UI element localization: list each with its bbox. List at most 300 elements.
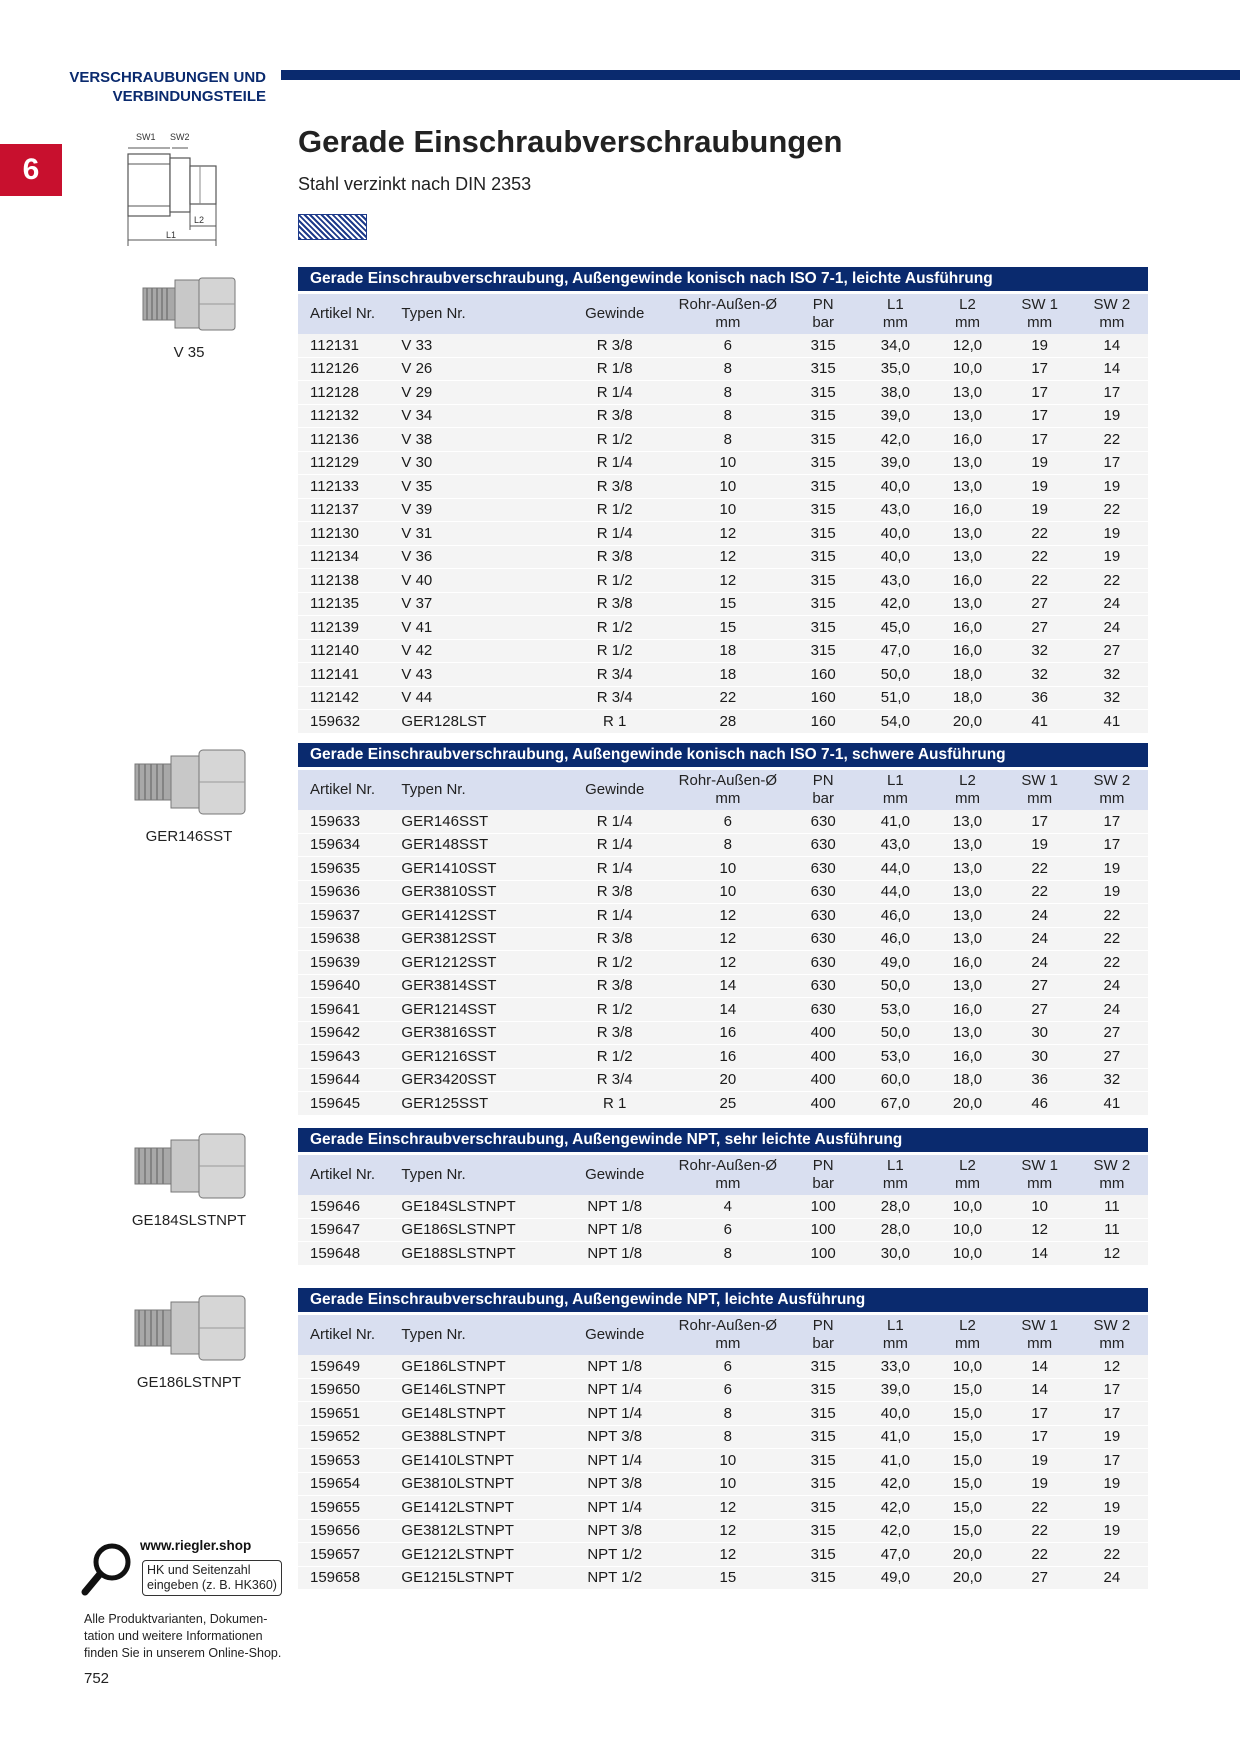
cell-l2: 13,0: [931, 833, 1003, 857]
cell-typen-nr: V 33: [401, 334, 560, 357]
cell-typen-nr: GE148LSTNPT: [401, 1402, 560, 1426]
product-caption: V 35: [173, 344, 205, 361]
cell-l1: 28,0: [859, 1218, 931, 1242]
cell-gewinde: NPT 1/8: [561, 1195, 669, 1218]
cell-sw1: 46: [1004, 1092, 1076, 1116]
cell-gewinde: R 3/8: [561, 880, 669, 904]
cell-sw2: 19: [1076, 404, 1148, 428]
cell-pn: 160: [787, 710, 859, 734]
cell-sw1: 22: [1004, 1519, 1076, 1543]
col-unit: mm: [882, 790, 908, 807]
cell-l1: 43,0: [859, 569, 931, 593]
cell-sw1: 19: [1004, 475, 1076, 499]
col-label: Artikel Nr.: [310, 1166, 376, 1183]
cell-l1: 41,0: [859, 810, 931, 833]
shop-note-line-2: tation und weitere Informationen: [84, 1629, 263, 1643]
cell-typen-nr: V 36: [401, 545, 560, 569]
cell-artikel-nr: 112132: [298, 404, 401, 428]
cell-gewinde: R 1: [561, 710, 669, 734]
cell-typen-nr: GE188SLSTNPT: [401, 1242, 560, 1266]
cell-l2: 16,0: [931, 498, 1003, 522]
cell-sw1: 17: [1004, 381, 1076, 405]
cell-l1: 39,0: [859, 451, 931, 475]
zinc-coating-symbol: [298, 214, 367, 240]
cell-l1: 43,0: [859, 833, 931, 857]
col-header-pn: [787, 294, 859, 334]
cell-l2: 20,0: [931, 1543, 1003, 1567]
fitting-image: [129, 1290, 249, 1366]
table-row: [298, 974, 1148, 998]
cell-gewinde: NPT 1/4: [561, 1449, 669, 1473]
cell-gewinde: R 3/8: [561, 974, 669, 998]
cell-pn: 315: [787, 1472, 859, 1496]
cell-sw2: 19: [1076, 522, 1148, 546]
col-unit: mm: [715, 1335, 741, 1352]
cell-sw1: 27: [1004, 1566, 1076, 1590]
cell-l2: 15,0: [931, 1496, 1003, 1520]
table-row: [298, 998, 1148, 1022]
cell-l1: 54,0: [859, 710, 931, 734]
col-unit: mm: [955, 314, 980, 331]
cell-sw1: 32: [1004, 639, 1076, 663]
category-line-1: VERSCHRAUBUNGEN UND: [69, 69, 266, 86]
col-header-typen-nr: [401, 1315, 560, 1355]
col-header-sw1: [1004, 1315, 1076, 1355]
cell-sw1: 19: [1004, 833, 1076, 857]
cell-sw1: 19: [1004, 451, 1076, 475]
section-title: Gerade Einschraubverschraubung, Außengewinde konisch nach ISO 7-1, schwere Ausführung: [298, 743, 1148, 767]
col-unit: mm: [1099, 314, 1125, 331]
cell-rohr-aussen-d: 6: [669, 1218, 788, 1242]
cell-sw2: 22: [1076, 1543, 1148, 1567]
cell-pn: 315: [787, 1449, 859, 1473]
col-header-rohr-aussen-d: [669, 770, 788, 810]
col-header-sw1: [1004, 770, 1076, 810]
cell-gewinde: R 3/8: [561, 545, 669, 569]
col-unit: mm: [882, 1335, 908, 1352]
col-label: SW 2: [1093, 296, 1131, 313]
cell-rohr-aussen-d: 8: [669, 1402, 788, 1426]
cell-pn: 315: [787, 1543, 859, 1567]
shop-hint-line-1: HK und Seitenzahl: [147, 1563, 251, 1577]
cell-sw1: 24: [1004, 904, 1076, 928]
cell-rohr-aussen-d: 18: [669, 663, 788, 687]
col-unit: mm: [715, 790, 741, 807]
cell-gewinde: R 1/4: [561, 810, 669, 833]
cell-artikel-nr: 159641: [298, 998, 401, 1022]
cell-artikel-nr: 159633: [298, 810, 401, 833]
cell-sw1: 14: [1004, 1378, 1076, 1402]
cell-typen-nr: V 44: [401, 686, 560, 710]
cell-gewinde: R 1/2: [561, 428, 669, 452]
cell-pn: 315: [787, 569, 859, 593]
cell-typen-nr: GER148SST: [401, 833, 560, 857]
cell-rohr-aussen-d: 15: [669, 592, 788, 616]
table-row: [298, 1519, 1148, 1543]
category-heading: [60, 68, 266, 106]
cell-artikel-nr: 159653: [298, 1449, 401, 1473]
cell-gewinde: R 1/8: [561, 357, 669, 381]
col-header-sw2: [1076, 294, 1148, 334]
cell-gewinde: NPT 1/8: [561, 1242, 669, 1266]
cell-rohr-aussen-d: 14: [669, 974, 788, 998]
cell-sw1: 17: [1004, 428, 1076, 452]
cell-l2: 13,0: [931, 545, 1003, 569]
col-label: Typen Nr.: [401, 1166, 466, 1183]
cell-pn: 315: [787, 639, 859, 663]
col-header-artikel-nr: [298, 1155, 401, 1195]
col-header-rohr-aussen-d: [669, 294, 788, 334]
product-ge186lstnpt: [84, 1290, 294, 1391]
cell-gewinde: R 3/8: [561, 475, 669, 499]
cell-l2: 13,0: [931, 404, 1003, 428]
cell-artikel-nr: 112142: [298, 686, 401, 710]
col-header-typen-nr: [401, 1155, 560, 1195]
cell-artikel-nr: 159652: [298, 1425, 401, 1449]
cell-pn: 630: [787, 857, 859, 881]
cell-rohr-aussen-d: 10: [669, 857, 788, 881]
cell-typen-nr: GER128LST: [401, 710, 560, 734]
cell-l2: 13,0: [931, 522, 1003, 546]
table-row: [298, 1425, 1148, 1449]
shop-url[interactable]: www.riegler.shop: [140, 1538, 252, 1553]
cell-sw1: 22: [1004, 857, 1076, 881]
cell-sw1: 17: [1004, 357, 1076, 381]
cell-gewinde: R 3/8: [561, 404, 669, 428]
col-unit: mm: [1099, 790, 1125, 807]
cell-gewinde: NPT 1/8: [561, 1218, 669, 1242]
table-row: [298, 404, 1148, 428]
cell-l2: 16,0: [931, 998, 1003, 1022]
cell-artikel-nr: 159643: [298, 1045, 401, 1069]
col-label: Gewinde: [585, 1326, 645, 1343]
cell-pn: 630: [787, 951, 859, 975]
fitting-image: [139, 272, 239, 336]
col-unit: mm: [1027, 314, 1053, 331]
cell-rohr-aussen-d: 28: [669, 710, 788, 734]
cell-l2: 13,0: [931, 451, 1003, 475]
cell-artikel-nr: 112126: [298, 357, 401, 381]
cell-typen-nr: GER3816SST: [401, 1021, 560, 1045]
section-title: Gerade Einschraubverschraubung, Außengewinde NPT, sehr leichte Ausführung: [298, 1128, 1148, 1152]
cell-typen-nr: GER1412SST: [401, 904, 560, 928]
cell-pn: 160: [787, 686, 859, 710]
cell-sw2: 17: [1076, 1449, 1148, 1473]
cell-pn: 315: [787, 1566, 859, 1590]
col-label: SW 2: [1093, 1157, 1131, 1174]
product-ge184slstnpt: [84, 1128, 294, 1229]
cell-rohr-aussen-d: 12: [669, 522, 788, 546]
cell-gewinde: NPT 1/4: [561, 1378, 669, 1402]
col-header-gewinde: [561, 294, 669, 334]
cell-gewinde: R 1/4: [561, 833, 669, 857]
cell-l2: 13,0: [931, 592, 1003, 616]
cell-gewinde: R 1/2: [561, 1045, 669, 1069]
col-label: L2: [959, 772, 976, 789]
cell-sw1: 27: [1004, 616, 1076, 640]
col-header-pn: [787, 770, 859, 810]
product-caption: GE184SLSTNPT: [131, 1212, 247, 1229]
cell-sw2: 17: [1076, 833, 1148, 857]
cell-pn: 315: [787, 1402, 859, 1426]
cell-sw1: 19: [1004, 1449, 1076, 1473]
cell-l1: 41,0: [859, 1425, 931, 1449]
cell-typen-nr: V 38: [401, 428, 560, 452]
cell-l2: 18,0: [931, 663, 1003, 687]
cell-l1: 67,0: [859, 1092, 931, 1116]
col-label: Artikel Nr.: [310, 305, 376, 322]
category-line-2: VERBINDUNGSTEILE: [112, 88, 266, 105]
cell-typen-nr: V 43: [401, 663, 560, 687]
cell-gewinde: R 3/4: [561, 1068, 669, 1092]
col-header-sw1: [1004, 1155, 1076, 1195]
cell-l2: 16,0: [931, 639, 1003, 663]
cell-artikel-nr: 159632: [298, 710, 401, 734]
cell-artikel-nr: 159648: [298, 1242, 401, 1266]
cell-typen-nr: GE184SLSTNPT: [401, 1195, 560, 1218]
product-table: [298, 294, 1148, 734]
table-row: [298, 475, 1148, 499]
cell-pn: 315: [787, 616, 859, 640]
cell-sw1: 10: [1004, 1195, 1076, 1218]
cell-rohr-aussen-d: 15: [669, 1566, 788, 1590]
cell-artikel-nr: 112134: [298, 545, 401, 569]
cell-gewinde: R 1/4: [561, 451, 669, 475]
cell-typen-nr: GE186SLSTNPT: [401, 1218, 560, 1242]
cell-artikel-nr: 159654: [298, 1472, 401, 1496]
cell-sw2: 32: [1076, 686, 1148, 710]
col-label: SW 2: [1093, 772, 1131, 789]
cell-rohr-aussen-d: 22: [669, 686, 788, 710]
cell-sw2: 22: [1076, 498, 1148, 522]
col-header-l2: [931, 770, 1003, 810]
col-header-sw2: [1076, 1315, 1148, 1355]
cell-pn: 400: [787, 1021, 859, 1045]
cell-typen-nr: GER1212SST: [401, 951, 560, 975]
col-label: SW 1: [1021, 772, 1059, 789]
cell-l1: 40,0: [859, 1402, 931, 1426]
cell-pn: 100: [787, 1242, 859, 1266]
cell-l1: 35,0: [859, 357, 931, 381]
cell-typen-nr: GER1410SST: [401, 857, 560, 881]
cell-gewinde: R 3/8: [561, 927, 669, 951]
cell-l1: 34,0: [859, 334, 931, 357]
col-label: PN: [812, 1157, 834, 1174]
cell-artikel-nr: 159651: [298, 1402, 401, 1426]
sw2-label: SW2: [170, 132, 190, 142]
cell-l2: 10,0: [931, 1355, 1003, 1378]
cell-l2: 15,0: [931, 1472, 1003, 1496]
col-label: Artikel Nr.: [310, 781, 376, 798]
cell-artikel-nr: 112137: [298, 498, 401, 522]
cell-typen-nr: V 40: [401, 569, 560, 593]
cell-l1: 43,0: [859, 498, 931, 522]
cell-artikel-nr: 159657: [298, 1543, 401, 1567]
cell-typen-nr: GER1216SST: [401, 1045, 560, 1069]
cell-l2: 20,0: [931, 1092, 1003, 1116]
col-label: PN: [812, 772, 834, 789]
table-row: [298, 1543, 1148, 1567]
col-header-gewinde: [561, 770, 669, 810]
cell-sw2: 22: [1076, 428, 1148, 452]
cell-artikel-nr: 159638: [298, 927, 401, 951]
cell-rohr-aussen-d: 16: [669, 1021, 788, 1045]
col-header-gewinde: [561, 1315, 669, 1355]
product-table: [298, 1315, 1148, 1590]
col-unit: mm: [955, 1175, 980, 1192]
cell-sw1: 30: [1004, 1021, 1076, 1045]
col-label: SW 1: [1021, 1317, 1059, 1334]
cell-l2: 13,0: [931, 857, 1003, 881]
shop-hint-box: [142, 1560, 282, 1596]
col-label: PN: [812, 1317, 834, 1334]
cell-sw2: 19: [1076, 1496, 1148, 1520]
cell-artikel-nr: 112130: [298, 522, 401, 546]
cell-sw1: 24: [1004, 951, 1076, 975]
col-header-gewinde: [561, 1155, 669, 1195]
cell-l1: 47,0: [859, 1543, 931, 1567]
table-header-row: [298, 294, 1148, 334]
col-label: Rohr-Außen-Ø: [678, 296, 778, 313]
col-label: L2: [959, 1157, 976, 1174]
chapter-tab: 6: [0, 144, 62, 196]
cell-pn: 100: [787, 1195, 859, 1218]
cell-pn: 630: [787, 880, 859, 904]
cell-artikel-nr: 112131: [298, 334, 401, 357]
cell-sw1: 24: [1004, 927, 1076, 951]
cell-l1: 39,0: [859, 1378, 931, 1402]
cell-artikel-nr: 159636: [298, 880, 401, 904]
col-label: L1: [886, 1317, 904, 1334]
cell-artikel-nr: 112135: [298, 592, 401, 616]
cell-pn: 630: [787, 810, 859, 833]
cell-sw1: 27: [1004, 998, 1076, 1022]
cell-gewinde: R 1/2: [561, 616, 669, 640]
page-subtitle: Stahl verzinkt nach DIN 2353: [298, 174, 532, 194]
col-label: L2: [959, 1317, 976, 1334]
cell-typen-nr: GER3420SST: [401, 1068, 560, 1092]
cell-typen-nr: GE3810LSTNPT: [401, 1472, 560, 1496]
cell-l2: 13,0: [931, 381, 1003, 405]
cell-l1: 45,0: [859, 616, 931, 640]
section-iso-light: [298, 267, 1148, 734]
col-header-sw1: [1004, 294, 1076, 334]
cell-l1: 46,0: [859, 927, 931, 951]
cell-pn: 400: [787, 1068, 859, 1092]
table-row: [298, 545, 1148, 569]
col-unit: mm: [1027, 790, 1053, 807]
cell-artikel-nr: 112138: [298, 569, 401, 593]
cell-l1: 53,0: [859, 998, 931, 1022]
section-title: Gerade Einschraubverschraubung, Außengewinde NPT, leichte Ausführung: [298, 1288, 1148, 1312]
cell-rohr-aussen-d: 6: [669, 1355, 788, 1378]
fitting-image: [129, 1128, 249, 1204]
table-row: [298, 639, 1148, 663]
cell-sw2: 32: [1076, 1068, 1148, 1092]
cell-artikel-nr: 159646: [298, 1195, 401, 1218]
cell-artikel-nr: 159635: [298, 857, 401, 881]
cell-artikel-nr: 159650: [298, 1378, 401, 1402]
cell-sw2: 14: [1076, 357, 1148, 381]
cell-sw2: 24: [1076, 616, 1148, 640]
cell-l1: 30,0: [859, 1242, 931, 1266]
table-row: [298, 904, 1148, 928]
cell-rohr-aussen-d: 8: [669, 428, 788, 452]
cell-l1: 42,0: [859, 592, 931, 616]
cell-artikel-nr: 112136: [298, 428, 401, 452]
cell-gewinde: R 3/8: [561, 592, 669, 616]
col-label: SW 1: [1021, 296, 1059, 313]
table-row: [298, 451, 1148, 475]
shop-note-line-1: Alle Produktvarianten, Dokumen-: [84, 1612, 268, 1626]
cell-l2: 16,0: [931, 1045, 1003, 1069]
cell-gewinde: NPT 1/8: [561, 1355, 669, 1378]
cell-typen-nr: GER146SST: [401, 810, 560, 833]
cell-l1: 42,0: [859, 428, 931, 452]
cell-sw1: 17: [1004, 810, 1076, 833]
cell-sw2: 17: [1076, 810, 1148, 833]
table-row: [298, 334, 1148, 357]
cell-typen-nr: GER3810SST: [401, 880, 560, 904]
cell-pn: 400: [787, 1092, 859, 1116]
col-unit: mm: [955, 1335, 980, 1352]
cell-rohr-aussen-d: 20: [669, 1068, 788, 1092]
table-row: [298, 1402, 1148, 1426]
cell-gewinde: R 1/2: [561, 498, 669, 522]
cell-pn: 315: [787, 592, 859, 616]
cell-gewinde: R 1/2: [561, 998, 669, 1022]
cell-artikel-nr: 159639: [298, 951, 401, 975]
col-label: Rohr-Außen-Ø: [678, 772, 778, 789]
cell-sw1: 19: [1004, 334, 1076, 357]
cell-rohr-aussen-d: 4: [669, 1195, 788, 1218]
col-label: SW 2: [1093, 1317, 1131, 1334]
cell-typen-nr: GER1214SST: [401, 998, 560, 1022]
shop-note-line-3: finden Sie in unserem Online-Shop.: [84, 1646, 282, 1660]
table-row: [298, 880, 1148, 904]
cell-sw1: 14: [1004, 1355, 1076, 1378]
cell-l2: 16,0: [931, 616, 1003, 640]
cell-rohr-aussen-d: 6: [669, 1378, 788, 1402]
cell-typen-nr: GE186LSTNPT: [401, 1355, 560, 1378]
cell-l1: 42,0: [859, 1519, 931, 1543]
col-label: Rohr-Außen-Ø: [678, 1317, 778, 1334]
cell-pn: 630: [787, 998, 859, 1022]
cell-sw2: 17: [1076, 1402, 1148, 1426]
cell-typen-nr: V 26: [401, 357, 560, 381]
cell-pn: 630: [787, 833, 859, 857]
table-row: [298, 663, 1148, 687]
cell-gewinde: R 3/4: [561, 686, 669, 710]
cell-sw2: 27: [1076, 1021, 1148, 1045]
cell-l1: 40,0: [859, 475, 931, 499]
cell-l1: 49,0: [859, 951, 931, 975]
cell-pn: 315: [787, 498, 859, 522]
cell-sw2: 19: [1076, 475, 1148, 499]
cell-artikel-nr: 159644: [298, 1068, 401, 1092]
cell-sw2: 12: [1076, 1355, 1148, 1378]
table-row: [298, 710, 1148, 734]
cell-sw2: 27: [1076, 639, 1148, 663]
cell-rohr-aussen-d: 12: [669, 1519, 788, 1543]
col-label: Gewinde: [585, 781, 645, 798]
cell-sw1: 27: [1004, 974, 1076, 998]
cell-pn: 630: [787, 927, 859, 951]
cell-rohr-aussen-d: 6: [669, 334, 788, 357]
cell-artikel-nr: 159640: [298, 974, 401, 998]
cell-pn: 315: [787, 1378, 859, 1402]
cell-l1: 47,0: [859, 639, 931, 663]
